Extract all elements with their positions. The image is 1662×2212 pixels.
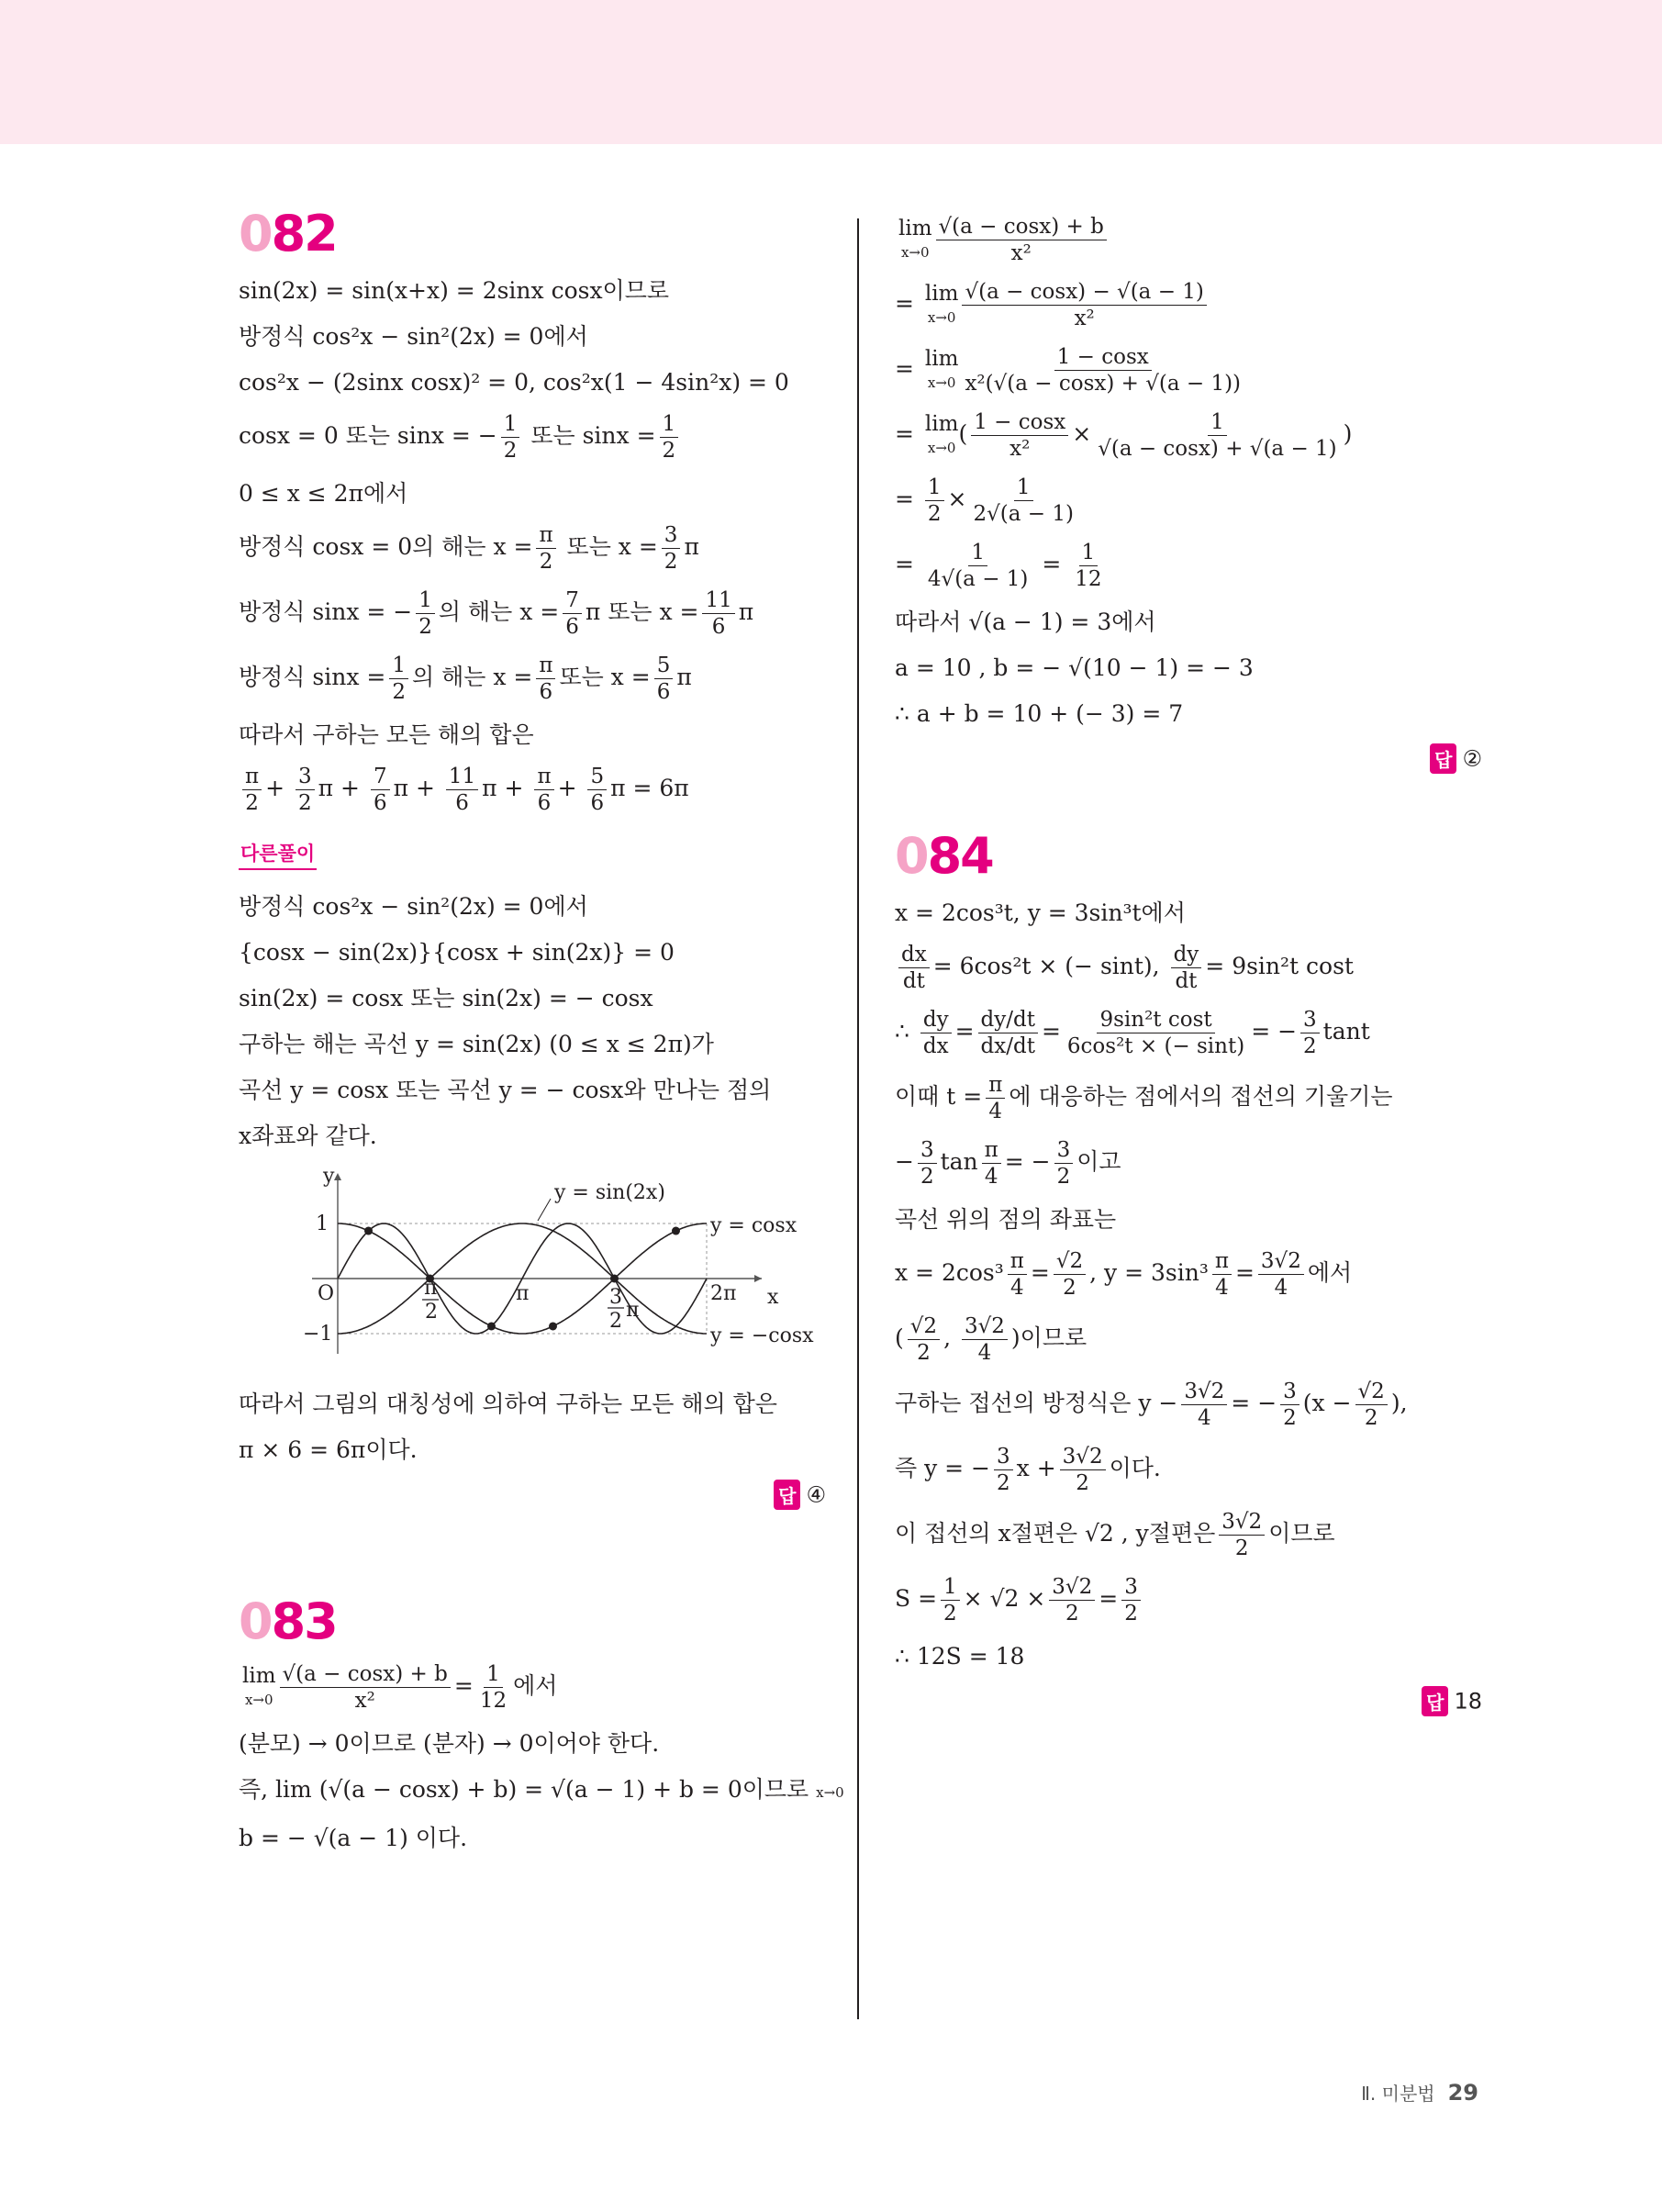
p084-line: 곡선 위의 점의 좌표는 xyxy=(895,1206,1117,1233)
p082-alt-line: 곡선 y = cosx 또는 곡선 y = − cosx와 만나는 점의 xyxy=(239,1077,772,1103)
p082-alt-line: {cosx − sin(2x)}{cosx + sin(2x)} = 0 xyxy=(239,939,675,966)
intersection-point xyxy=(672,1227,680,1235)
p082-line: 방정식 sinx = $\frac{1}{2}$ 의 해는 x = $\frac{\pi}{6}$ 또는 x = $\frac{5}{6}$ π xyxy=(239,654,692,704)
p084-line: x = 2cos³ $\frac{\pi}{4}$ = $\frac{√2}{2}$ , y = 3sin³ $\frac{\pi}{4}$ = $\frac{3√2}{4}$ 에서 xyxy=(895,1249,1353,1300)
p082-line: cosx = 0 또는 sinx = − $\frac{1}{2}$ 또는 sinx = $\frac{1}{2}$ xyxy=(239,412,826,463)
p082-line: 따라서 구하는 모든 해의 합은 xyxy=(239,721,534,748)
intersection-point xyxy=(487,1322,496,1330)
p083-right-line: = lim x→0 $\frac{√(a - \cos x) - √(a - 1)}{\text{x²}}$ xyxy=(895,280,1482,330)
answer-badge: 답 xyxy=(774,1480,800,1510)
p083-right-line: = $\frac{1}{4√(a - 1)}$ = $\frac{1}{12}$ xyxy=(895,541,1102,591)
tick-pi-over-2-num: π xyxy=(424,1277,438,1300)
tick-3pi-over-2-pi: π xyxy=(626,1299,640,1322)
p083-right-line: = $\frac{1}{2}$ × $\frac{1}{2√(a - 1)}$ xyxy=(895,475,1074,526)
p082-alt-line: sin(2x) = cosx 또는 sin(2x) = − cosx xyxy=(239,985,653,1011)
tick-pi-over-2-den: 2 xyxy=(425,1301,438,1324)
y-axis-arrow xyxy=(334,1173,341,1180)
tick-minus-1: −1 xyxy=(303,1323,333,1346)
p084-line: ∴ $\frac{dy}{dx}$ = $\frac{dy/dt}{dx/dt}$ = $\frac{\text{9sin²t cost}}{\text{6cos²t × (− sint)}}$ = − $\frac{3}{2}$ tant xyxy=(895,1008,1370,1058)
tick-2pi: 2π xyxy=(710,1282,737,1305)
p082-alt-line: 따라서 그림의 대칭성에 의하여 구하는 모든 해의 합은 xyxy=(239,1391,777,1417)
p084-line: − $\frac{3}{2}$ tan $\frac{\pi}{4}$ = − $\frac{3}{2}$ 이고 xyxy=(895,1138,1121,1189)
intersection-point xyxy=(610,1275,619,1283)
p083-line: 즉, lim (√(a − cosx) + b) = √(a − 1) + b = 0이므로 x→0 xyxy=(239,1776,844,1803)
p082-line: cos²x − (2sinx cosx)² = 0, cos²x(1 − 4sin²x) = 0 xyxy=(239,369,789,396)
p082-sum-line: $\frac{\pi}{2}$ + $\frac{3}{2}$ π + $\frac{7}{6}$ π + $\frac{11}{6}$ π + $\frac{\pi}{6}$ + $\frac{5}{6}$ π = 6π xyxy=(239,765,826,815)
p084-line: x = 2cos³t, y = 3sin³t에서 xyxy=(895,899,1186,926)
page-number: 29 xyxy=(1447,2080,1478,2106)
answer-badge: 답 xyxy=(1430,743,1456,774)
p083-right-line: = lim x→0 ( $\frac{1 - \cos x}{\text{x²}}$ × $\frac{1}{√(a - \cos x) + √(a - 1)}$ ) xyxy=(895,410,1353,461)
p084-line: $\frac{dx}{dt}$ = 6cos²t × (− sint), $\frac{dy}{dt}$ = 9sin²t cost xyxy=(895,943,1482,993)
tick-3pi-over-2-num: 3 xyxy=(609,1286,622,1309)
p082-line: 방정식 cosx = 0의 해는 x = $\frac{\pi}{2}$ 또는 x = $\frac{3}{2}$ π xyxy=(239,523,699,574)
right-column xyxy=(895,209,1482,1716)
p083-right-line: 따라서 √(a − 1) = 3에서 xyxy=(895,609,1156,635)
p084-line: 이때 t = $\frac{\pi}{4}$ 에 대응하는 점에서의 접선의 기울기는 xyxy=(895,1073,1393,1123)
p084-line: ∴ 12S = 18 xyxy=(895,1643,1025,1670)
p083-line: b = − √(a − 1) 이다. xyxy=(239,1825,468,1851)
p082-alt-line: x좌표와 같다. xyxy=(239,1123,377,1149)
label-neg-cosx: y = −cosx xyxy=(710,1324,814,1347)
p082-alt-line: π × 6 = 6π이다. xyxy=(239,1436,418,1463)
tick-pi: π xyxy=(516,1282,530,1305)
page-footer xyxy=(1361,2079,1478,2106)
sin2x-leader xyxy=(538,1199,551,1221)
tick-1: 1 xyxy=(316,1212,329,1235)
p082-line: sin(2x) = sin(x+x) = 2sinx cosx이므로 xyxy=(239,277,670,304)
problem-083-number: 083 xyxy=(239,1592,337,1650)
p083-answer: 답 ② xyxy=(895,743,1482,774)
p084-line: ( $\frac{√2}{2}$ , $\frac{3√2}{4}$ )이므로 xyxy=(895,1314,1088,1365)
alternative-solution-tag: 다른풀이 xyxy=(239,839,317,870)
p083-right-line: a = 10 , b = − √(10 − 1) = − 3 xyxy=(895,654,1254,681)
p082-alt-line: 구하는 해는 곡선 y = sin(2x) (0 ≤ x ≤ 2π)가 xyxy=(239,1031,714,1057)
p084-line: 구하는 접선의 방정식은 y − $\frac{3√2}{4}$ = − $\frac{3}{2}$ (x − $\frac{√2}{2}$ ), xyxy=(895,1380,1408,1430)
p084-answer: 답 18 xyxy=(895,1686,1482,1716)
p082-line: 0 ≤ x ≤ 2π에서 xyxy=(239,480,408,507)
p082-answer: 답 ④ xyxy=(239,1480,826,1510)
p084-line: 이 접선의 x절편은 √2 , y절편은 $\frac{3√2}{2}$ 이므로 xyxy=(895,1510,1335,1560)
label-cosx: y = cosx xyxy=(710,1214,798,1237)
label-sin2x: y = sin(2x) xyxy=(554,1181,665,1204)
p083-line: lim x→0 $\frac{√(a - \cos x) + b}{\text{x²}}$ = $\frac{1}{12}$ 에서 xyxy=(242,1662,558,1713)
intersection-point xyxy=(549,1322,557,1330)
origin-label: O xyxy=(318,1282,335,1305)
problem-084-number: 084 xyxy=(895,827,993,885)
p083-right-line: lim x→0 $\frac{√(a - \cos x) + b}{\text{x²}}$ xyxy=(895,215,1482,265)
tick-3pi-over-2-den: 2 xyxy=(609,1310,622,1333)
p082-line: 방정식 cos²x − sin²(2x) = 0에서 xyxy=(239,323,588,350)
section-title: Ⅱ. 미분법 xyxy=(1361,2083,1435,2105)
answer-badge: 답 xyxy=(1422,1686,1448,1716)
p083-line: (분모) → 0이므로 (분자) → 0이어야 한다. xyxy=(239,1730,660,1757)
p084-line: S = $\frac{1}{2}$ × √2 × $\frac{3√2}{2}$ = $\frac{3}{2}$ xyxy=(895,1575,1482,1625)
left-column xyxy=(239,205,844,1868)
p082-alt-line: 방정식 cos²x − sin²(2x) = 0에서 xyxy=(239,893,588,920)
x-axis-label: x xyxy=(767,1286,779,1309)
column-divider xyxy=(857,218,859,2019)
p083-right-line: ∴ a + b = 10 + (− 3) = 7 xyxy=(895,700,1184,727)
y-axis-label: y xyxy=(323,1165,335,1188)
x-axis-arrow xyxy=(754,1275,762,1282)
trig-graph xyxy=(275,1166,826,1371)
p082-line: 방정식 sinx = − $\frac{1}{2}$ 의 해는 x = $\frac{7}{6}$ π 또는 x = $\frac{11}{6}$ π xyxy=(239,588,754,639)
intersection-point xyxy=(364,1227,373,1235)
problem-082-number: 082 xyxy=(239,205,337,263)
p083-right-line: = lim x→0 $\frac{1 - \cos x}{\text{x²(√(a − cosx) + √(a − 1))}}$ xyxy=(895,345,1242,396)
header-band xyxy=(0,0,1662,144)
p084-line: 즉 y = − $\frac{3}{2}$ x + $\frac{3√2}{2}$ 이다. xyxy=(895,1445,1161,1495)
